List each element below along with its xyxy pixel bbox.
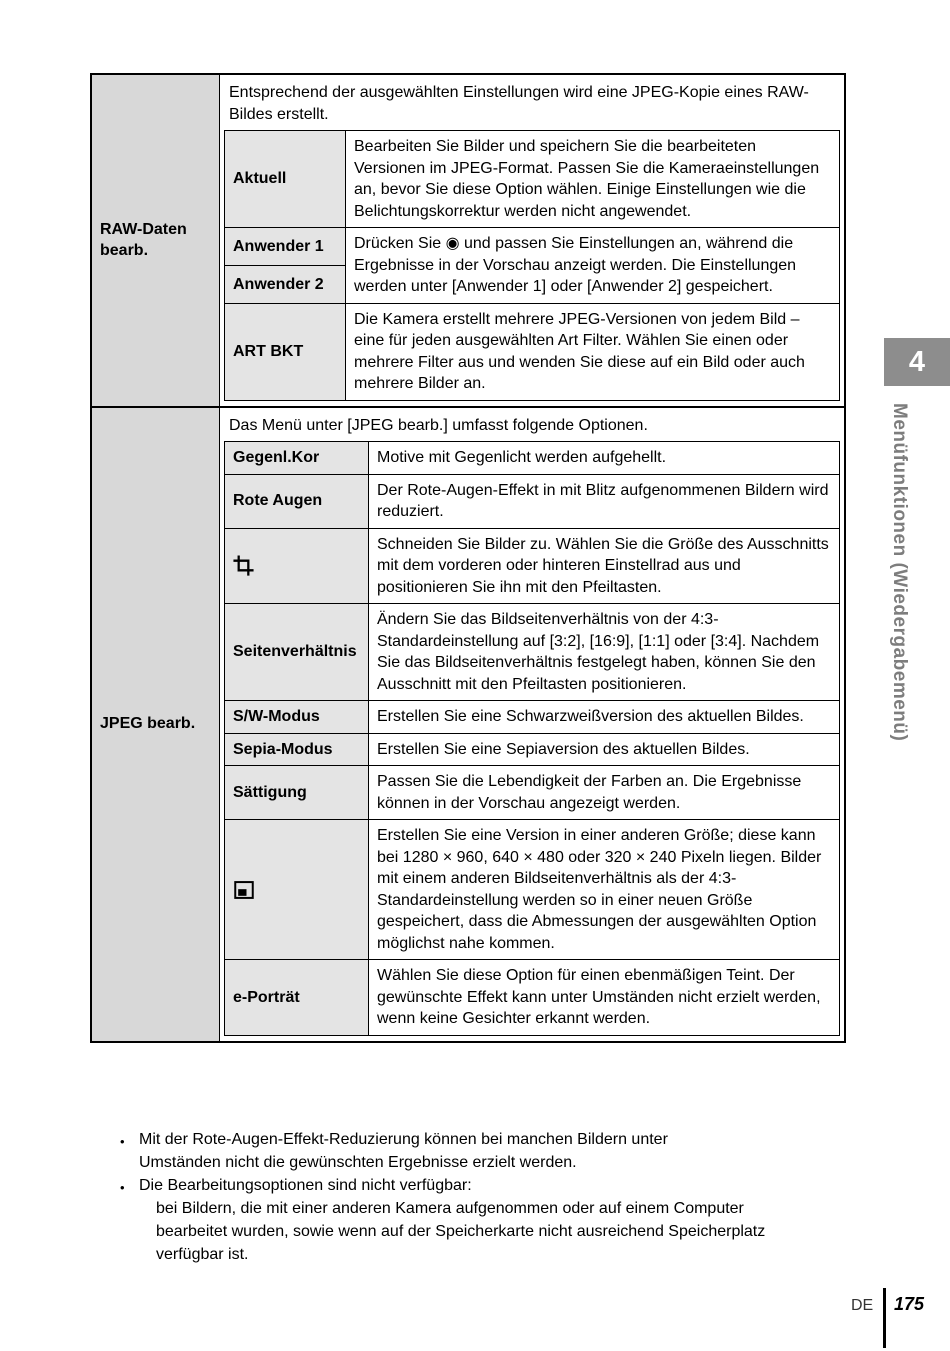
jpeg-option-label-swmodus	[225, 701, 369, 733]
jpeg-option-desc: Wählen Sie diese Option für einen ebenmäßigen Teint. Der gewünschte Effekt kann unter Umständen nicht erzielt werden, wenn keine Gesichter erkannt werden.	[377, 967, 821, 1027]
raw-option-label-aktuell	[225, 131, 346, 227]
jpeg-option-desc: Schneiden Sie Bilder zu. Wählen Sie die Größe des Ausschnitts mit dem vorderen oder hinteren Einstellrad aus und positionieren Sie ihn mit den Pfeiltasten.	[377, 535, 829, 596]
jpeg-option-desc: Motive mit Gegenlicht werden aufgehellt.	[377, 449, 667, 466]
jpeg-content	[220, 408, 844, 1041]
option-label-text: Anwender 1	[233, 237, 324, 255]
table-row	[225, 227, 839, 303]
raw-option-desc: Bearbeiten Sie Bilder und speichern Sie die bearbeiteten Versionen im JPEG-Format. Passen Sie die Kameraeinstellungen an, bevor Sie diese Option wählen. Einige Einstellungen wie die Belichtungskorrektur werden nicht angewendet.	[354, 138, 820, 220]
jpeg-option-label-crop	[225, 529, 369, 604]
raw-row-label	[92, 75, 220, 406]
chapter-number: 4	[908, 345, 926, 378]
jpeg-inner-table	[224, 441, 840, 1036]
jpeg-option-desc: Erstellen Sie eine Sepiaversion des aktuellen Bildes.	[377, 740, 750, 758]
chapter-tab	[884, 338, 950, 386]
note-sub-text: bei Bildern, die mit einer anderen Kamera aufgenommen oder auf einem Computer bearbeitet wurden, sowie wenn auf der Speicherkarte nicht ausreichend Speicherplatz verfügbar ist.	[156, 1200, 766, 1263]
jpeg-option-label-resize	[225, 820, 369, 959]
jpeg-option-desc: Passen Sie die Lebendigkeit der Farben an. Die Ergebnisse können in der Vorschau angezeigt werden.	[377, 773, 802, 812]
raw-option-desc: Drücken Sie ◉ und passen Sie Einstellungen an, während die Ergebnisse in der Vorschau anzeigt werden. Die Einstellungen werden unter [Anwender 1] oder [Anwender 2] gespeichert.	[354, 235, 797, 295]
jpeg-option-label-roteaugen	[225, 475, 369, 528]
edit-options-table	[90, 73, 846, 1043]
jpeg-intro: Das Menü unter [JPEG bearb.] umfasst folgende Optionen.	[229, 416, 648, 434]
option-label-text: Aktuell	[233, 170, 287, 188]
table-row	[225, 131, 839, 227]
raw-inner-table	[224, 130, 840, 401]
bullet-icon: •	[120, 1180, 125, 1195]
resize-icon	[233, 880, 255, 900]
bullet-icon: •	[120, 1134, 125, 1149]
table-row	[225, 700, 839, 733]
table-row	[225, 733, 839, 766]
footer-divider	[883, 1288, 886, 1348]
jpeg-row-label	[92, 408, 220, 1041]
note-item	[120, 1174, 850, 1266]
jpeg-option-label-seitenverhaeltnis	[225, 604, 369, 700]
footer-language: DE	[851, 1297, 874, 1314]
chapter-vertical-title: Menüfunktionen (Wiedergabemenü)	[889, 403, 910, 742]
raw-option-label-anwender2	[225, 265, 345, 302]
jpeg-option-label-sepiamodus	[225, 734, 369, 766]
option-label-text: Gegenl.Kor	[233, 449, 320, 466]
table-row	[225, 528, 839, 604]
table-row	[225, 303, 839, 400]
option-label-text: Rote Augen	[233, 492, 323, 510]
raw-option-desc: Die Kamera erstellt mehrere JPEG-Versionen von jedem Bild – eine für jeden ausgewählten Art Filter. Wählen Sie einen oder mehrere Filter aus und wenden Sie diese auf ein Bild oder auch mehrere Bilder an.	[354, 310, 805, 392]
option-label-text: Anwender 2	[233, 275, 324, 293]
jpeg-option-label-gegenlkor	[225, 442, 369, 474]
footer-page-number: 175	[894, 1294, 925, 1314]
table-row	[225, 765, 839, 819]
note-item	[120, 1128, 850, 1174]
option-label-text: S/W-Modus	[233, 708, 320, 725]
option-label-text: e-Porträt	[233, 988, 300, 1006]
jpeg-row-label-text: JPEG bearb.	[100, 715, 196, 733]
option-label-text: Sepia-Modus	[233, 740, 333, 758]
notes	[120, 1128, 850, 1266]
raw-section	[92, 75, 844, 406]
jpeg-option-desc: Ändern Sie das Bildseitenverhältnis von der 4:3-Standardeinstellung auf [3:2], [16:9], [1:1] oder [3:4]. Nachdem Sie das Bildseitenverhältnis festgelegt haben, können Sie den Ausschnitt mit den Pfeiltasten positionieren.	[377, 611, 820, 693]
note-body	[139, 1174, 789, 1266]
option-label-text: Sättigung	[233, 783, 307, 801]
jpeg-option-label-saettigung	[225, 766, 369, 819]
table-row	[225, 819, 839, 959]
raw-intro: Entsprechend der ausgewählten Einstellungen wird eine JPEG-Kopie eines RAW-Bildes erstellt.	[229, 84, 809, 123]
raw-content	[220, 75, 844, 406]
raw-option-label-anwender1	[225, 228, 345, 265]
note-text: Mit der Rote-Augen-Effekt-Reduzierung können bei manchen Bildern unter Umständen nicht die gewünschten Ergebnisse erzielt werden.	[139, 1131, 668, 1171]
raw-option-label-artbkt	[225, 304, 346, 400]
raw-row-label-text: RAW-Daten bearb.	[100, 220, 187, 260]
jpeg-option-desc: Erstellen Sie eine Version in einer anderen Größe; diese kann bei 1280 × 960, 640 × 480 oder 320 × 240 Pixeln liegen. Bilder mit einem anderen Bildseitenverhältnis als der 4:3-Standardeinstellung werden so in einer neuen Größe gespeichert, dass die Abmessungen der ausgewählten Option möglichst nahe kommen.	[377, 827, 822, 952]
table-row	[225, 474, 839, 528]
jpeg-option-desc: Der Rote-Augen-Effekt in mit Blitz aufgenommenen Bildern wird reduziert.	[377, 481, 829, 520]
option-label-text: Seitenverhältnis	[233, 643, 357, 661]
anwender-label-column	[225, 228, 346, 303]
jpeg-option-label-eportraet	[225, 960, 369, 1035]
option-label-text: ART BKT	[233, 342, 304, 360]
table-row	[225, 959, 839, 1035]
table-row	[225, 603, 839, 700]
crop-icon	[233, 555, 254, 576]
note-text: Die Bearbeitungsoptionen sind nicht verfügbar:	[139, 1177, 472, 1194]
jpeg-option-desc: Erstellen Sie eine Schwarzweißversion des aktuellen Bildes.	[377, 708, 804, 725]
table-row	[225, 442, 839, 474]
jpeg-section	[92, 406, 844, 1041]
